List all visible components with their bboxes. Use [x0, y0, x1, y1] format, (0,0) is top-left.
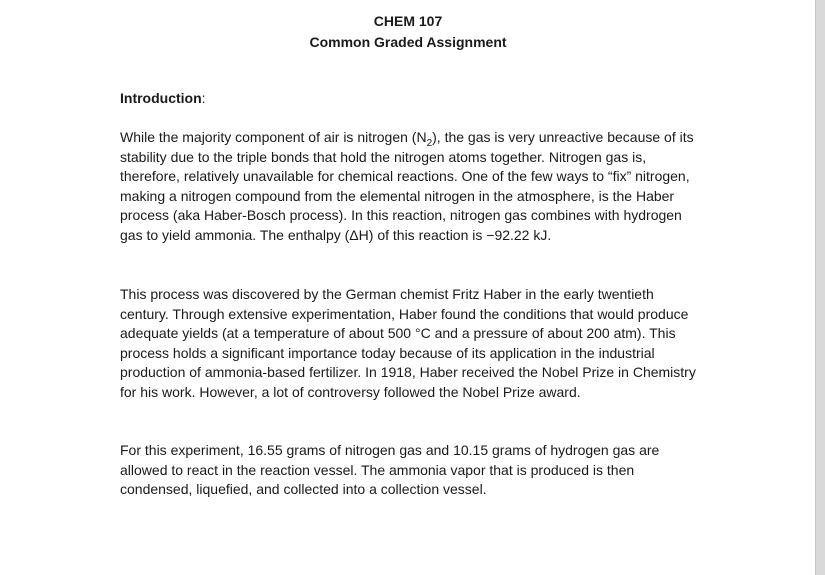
intro-heading: [120, 89, 206, 108]
nitrogen-subscript: 2: [426, 137, 433, 149]
scrollbar[interactable]: [815, 0, 825, 575]
assignment-title: Common Graded Assignment: [309, 34, 507, 50]
document-header: [0, 11, 816, 53]
paragraph-1-rest: ), the gas is very unreactive because of its stability due to the triple bonds that hold the nitrogen atoms together. Nitrogen gas is, therefore, relatively unavailable for chemical reactions. One of the few ways to “fix” nitrogen, making a nitrogen compound from the elemental nitrogen in the atmosphere, is the Haber process (aka Haber-Bosch process). In this reaction, nitrogen gas combines with hydrogen gas to yield ammonia. The enthalpy (ΔH) of this reaction is −92.22 kJ.: [120, 129, 694, 243]
course-title: CHEM 107: [373, 13, 443, 29]
paragraph-1-start: While the majority component of air is nitrogen (N: [120, 129, 427, 145]
paragraph-1: [120, 128, 700, 245]
paragraph-2: This process was discovered by the German chemist Fritz Haber in the early twentieth century. Through extensive experimentation, Haber found the conditions that would produce adequate yields (at a temperature of about 500 °C and a pressure of about 200 atm). This process holds a significant importance today because of its application in the industrial production of ammonia-based fertilizer. In 1918, Haber received the Nobel Prize in Chemistry for his work. However, a lot of controversy followed the Nobel Prize award.: [120, 286, 696, 400]
intro-heading-label: Introduction: [120, 90, 202, 106]
intro-heading-colon: :: [201, 90, 206, 106]
paragraph-3: For this experiment, 16.55 grams of nitrogen gas and 10.15 grams of hydrogen gas are allowed to react in the reaction vessel. The ammonia vapor that is produced is then condensed, liquefied, and collected into a collection vessel.: [120, 442, 660, 497]
